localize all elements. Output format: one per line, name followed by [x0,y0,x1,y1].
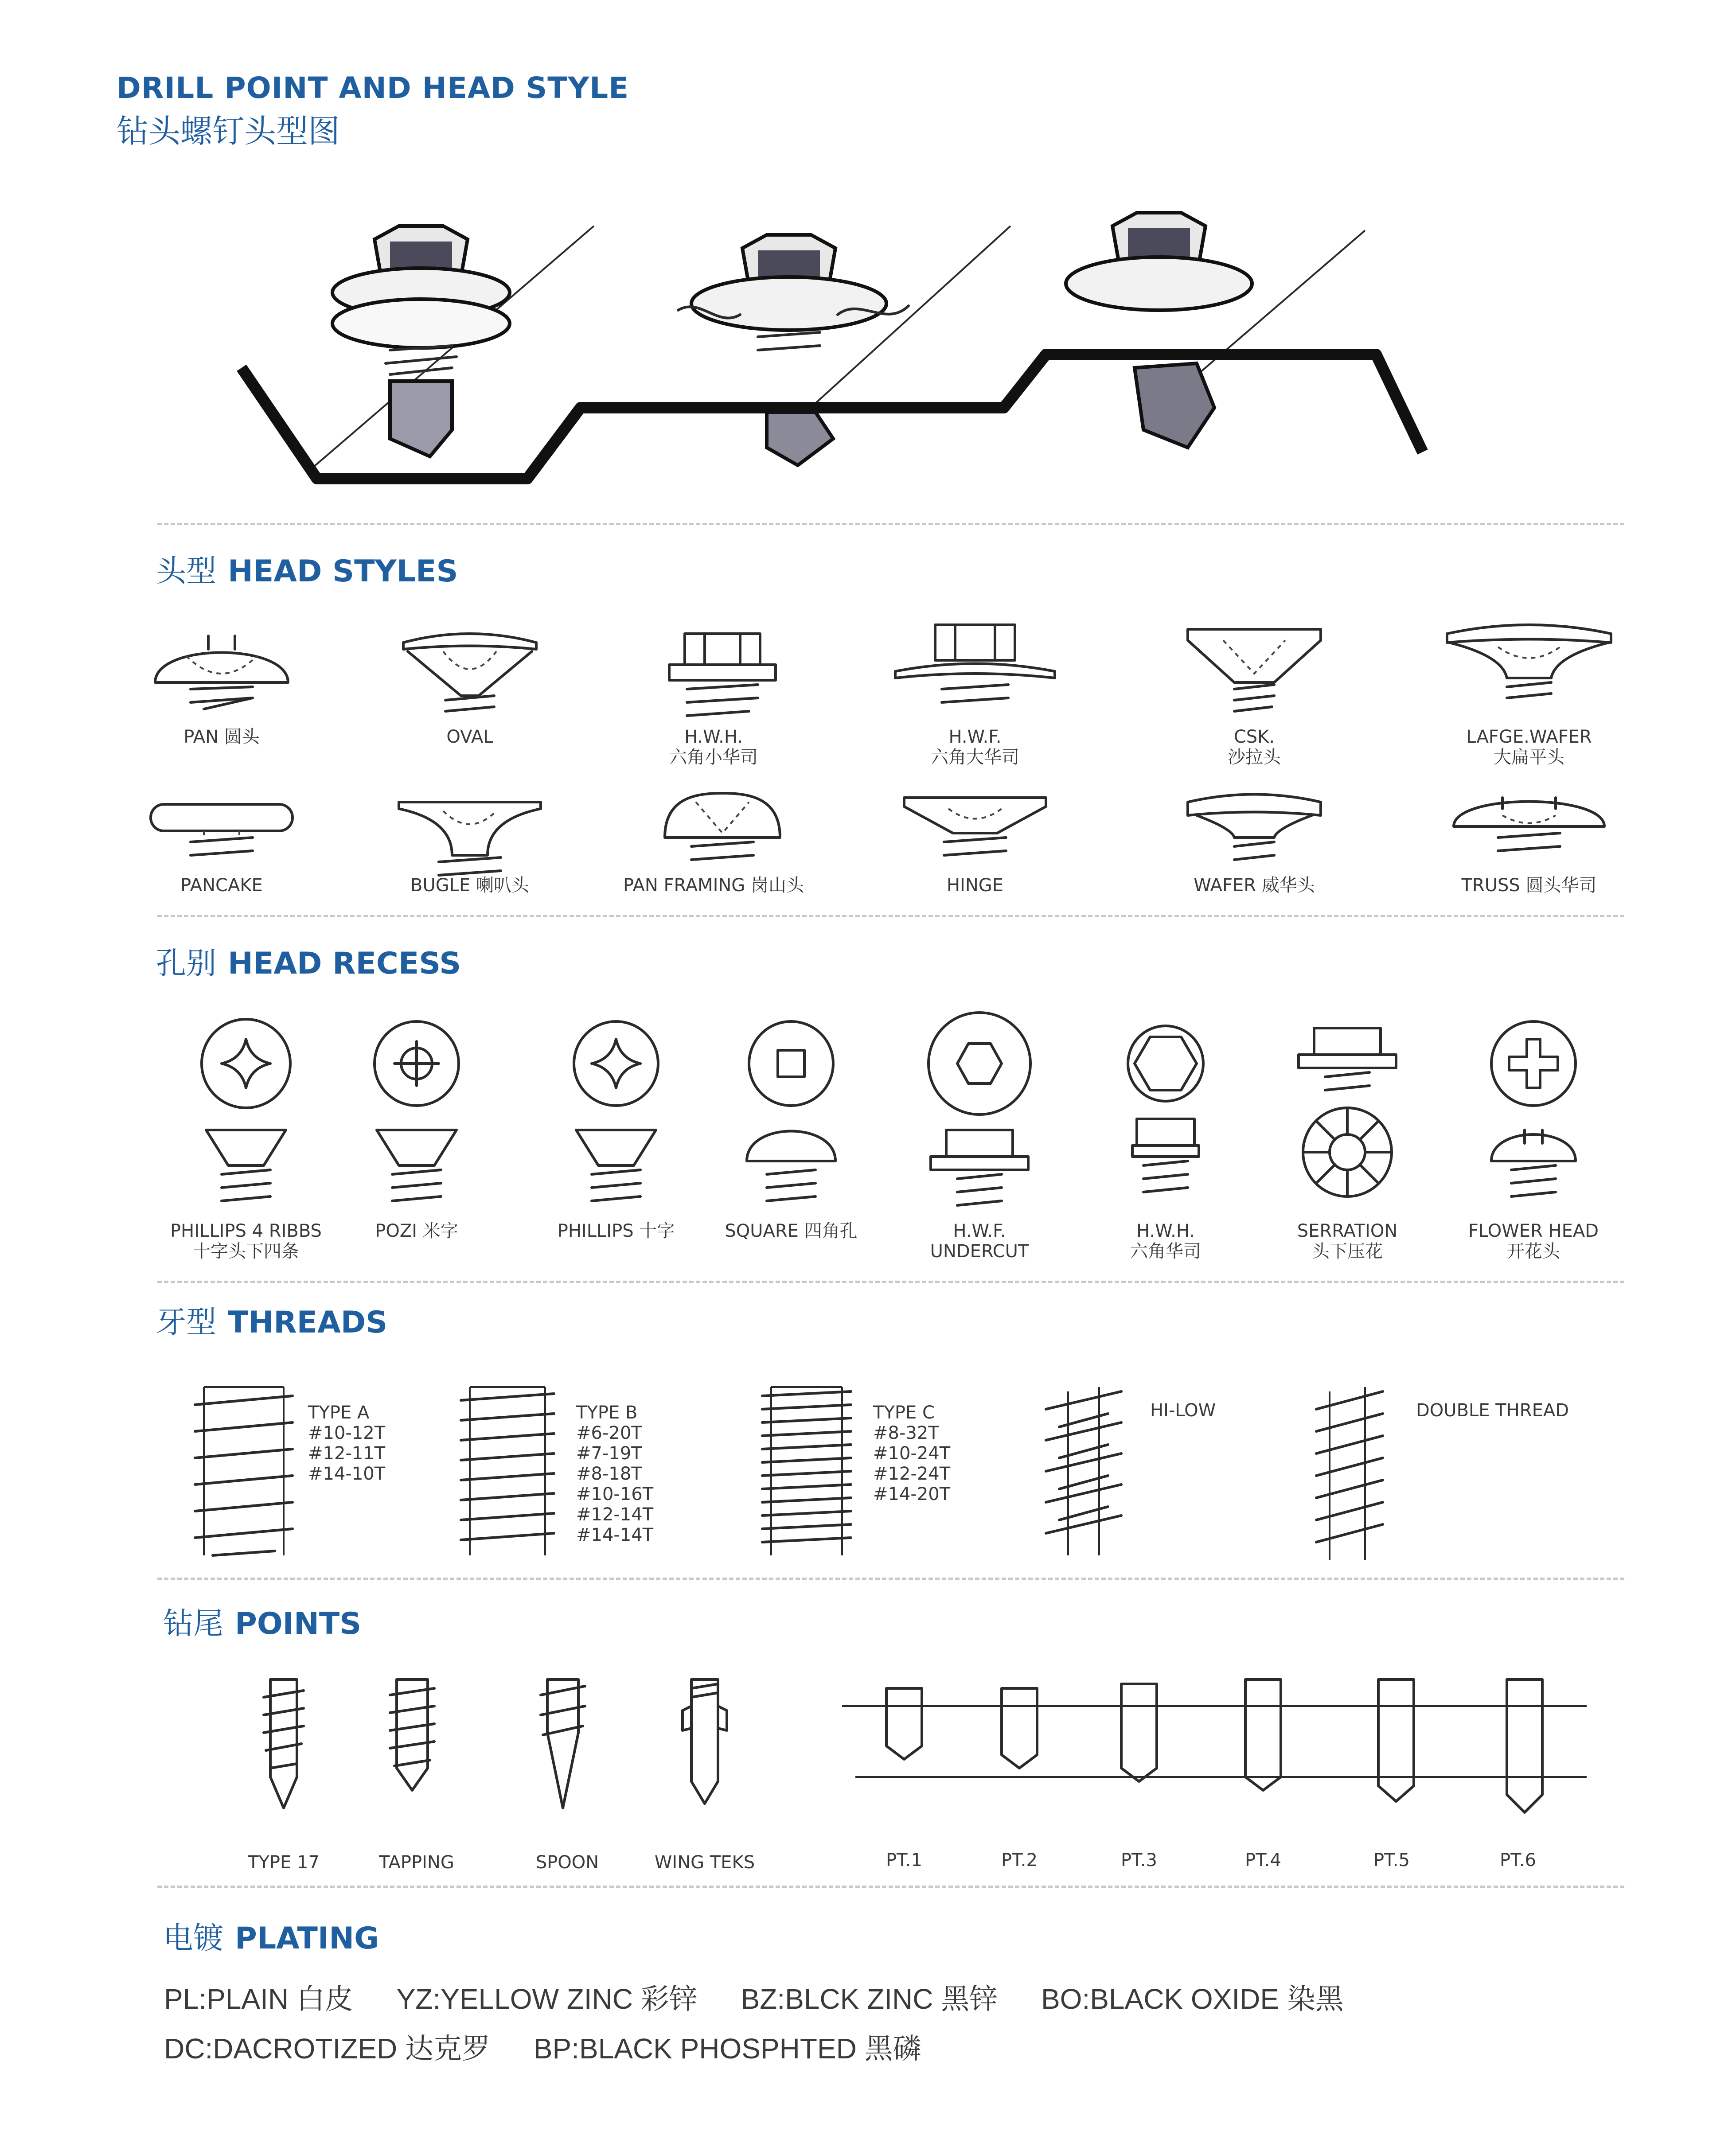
pozi-drawing [375,1021,459,1201]
caption-flower-head: FLOWER HEAD 开花头 [1468,1221,1599,1262]
pancake-head-drawing [151,804,293,855]
head-styles-row1 [133,616,1640,727]
section-head-recess: 孔别 HEAD RECESS [156,946,461,981]
hi-low-thread-drawing [1046,1387,1121,1555]
caption-pancake: PANCAKE [180,875,263,896]
caption-large-wafer: LAFGE.WAFER 大扁平头 [1466,727,1592,768]
caption-pozi: POZI 米字 [375,1221,458,1241]
section-plating: 电镀 PLATING [163,1921,379,1956]
type-a-thread-drawing [195,1387,293,1555]
caption-hwh: H.W.H. 六角小华司 [669,727,758,768]
divider [157,1281,1624,1283]
wing-teks-point-drawing [683,1679,727,1804]
plating-option: YZ:YELLOW ZINC 彩锌 [396,1983,698,2015]
section-threads: 牙型 THREADS [156,1305,388,1340]
oval-head-drawing [403,634,536,711]
thread-name: TYPE A [308,1403,370,1423]
hex-screw-3 [1066,213,1252,448]
caption-truss: TRUSS 圆头华司 [1461,875,1597,896]
type-b-thread-drawing [461,1387,554,1555]
caption-tapping: TAPPING [379,1852,454,1873]
thread-type-b-specs: TYPE B #6-20T #7-19T #8-18T #10-16T #12-14T #14-14T [576,1403,654,1545]
caption-pt6: PT.6 [1500,1850,1536,1870]
thread-double-label: DOUBLE THREAD [1416,1400,1569,1421]
points-drawings [222,1679,1596,1826]
pan-framing-head-drawing [665,793,780,860]
serration-drawing [1299,1028,1396,1196]
caption-csk: CSK. 沙拉头 [1228,727,1281,768]
truss-head-drawing [1454,798,1604,851]
caption-type-17: TYPE 17 [248,1852,320,1873]
caption-wing-teks: WING TEKS [654,1852,755,1873]
hwf-undercut-drawing [928,1013,1030,1205]
divider [157,1886,1624,1888]
hero-illustration [222,199,1463,501]
page-title: DRILL POINT AND HEAD STYLE [117,71,629,105]
caption-phillips: PHILLIPS 十字 [557,1221,675,1241]
hwh-head-drawing [669,634,776,716]
tapping-point-drawing [390,1679,434,1790]
section-points: 钻尾 POINTS [163,1606,362,1641]
plating-option: DC:DACROTIZED 达克罗 [164,2033,490,2065]
thread-name: TYPE B [576,1403,638,1423]
caption-hwf: H.W.F. 六角大华司 [931,727,1019,768]
caption-phillips-4-ribbs: PHILLIPS 4 RIBBS 十字头下四条 [170,1221,322,1262]
caption-wafer: WAFER 威华头 [1194,875,1315,896]
caption-square: SQUARE 四角孔 [725,1221,858,1241]
type-17-point-drawing [264,1679,304,1808]
plating-row-2 [164,2026,957,2067]
caption-hinge: HINGE [946,875,1004,896]
bugle-head-drawing [399,802,541,875]
plating-row-1 [164,1976,1379,2017]
caption-pt5: PT.5 [1373,1850,1410,1870]
section-head-styles: 头型 HEAD STYLES [156,554,458,589]
caption-pan-framing: PAN FRAMING 岗山头 [623,875,804,896]
hex-screw-1 [332,226,510,456]
divider [157,1578,1624,1580]
hinge-head-drawing [904,798,1046,855]
thread-type-c-specs: TYPE C #8-32T #10-24T #12-24T #14-20T [873,1403,951,1504]
caption-pt2: PT.2 [1001,1850,1038,1870]
plating-option: PL:PLAIN 白皮 [164,1983,353,2015]
double-thread-drawing [1316,1387,1383,1560]
caption-pt4: PT.4 [1245,1850,1281,1870]
caption-hwf-undercut: H.W.F. UNDERCUT [930,1221,1029,1262]
thread-type-a-specs: TYPE A #10-12T #12-11T #14-10T [308,1403,386,1484]
caption-pan: PAN 圆头 [183,727,260,747]
plating-option: BP:BLACK PHOSPHTED 黑磷 [533,2033,921,2065]
caption-hwh: H.W.H. 六角华司 [1130,1221,1201,1262]
caption-spoon: SPOON [535,1852,599,1873]
flower-head-drawing [1491,1021,1576,1196]
head-recess-drawings [133,1015,1640,1219]
caption-pt3: PT.3 [1121,1850,1157,1870]
hwh-recess-drawing [1128,1026,1203,1192]
type-c-thread-drawing [762,1387,851,1555]
thread-hi-low-label: HI-LOW [1150,1400,1216,1421]
phillips-drawing [574,1021,658,1201]
thread-name: TYPE C [873,1403,935,1423]
phillips-4-ribbs-drawing [202,1019,290,1201]
plating-option: BZ:BLCK ZINC 黑锌 [741,1983,998,2015]
wafer-head-drawing [1188,795,1321,860]
large-wafer-head-drawing [1447,625,1611,698]
page-title-cn: 钻头螺钉头型图 [117,113,340,150]
divider [157,523,1624,525]
pt-series-drawing [842,1679,1587,1812]
caption-oval: OVAL [446,727,493,747]
caption-serration: SERRATION 头下压花 [1297,1221,1398,1262]
caption-bugle: BUGLE 喇叭头 [410,875,529,896]
spoon-point-drawing [541,1679,585,1808]
csk-head-drawing [1188,629,1321,711]
pan-head-drawing [155,636,288,709]
caption-pt1: PT.1 [886,1850,922,1870]
plating-option: BO:BLACK OXIDE 染黑 [1041,1983,1344,2015]
hwf-head-drawing [895,625,1055,702]
square-recess-drawing [747,1021,835,1201]
divider [157,915,1624,917]
